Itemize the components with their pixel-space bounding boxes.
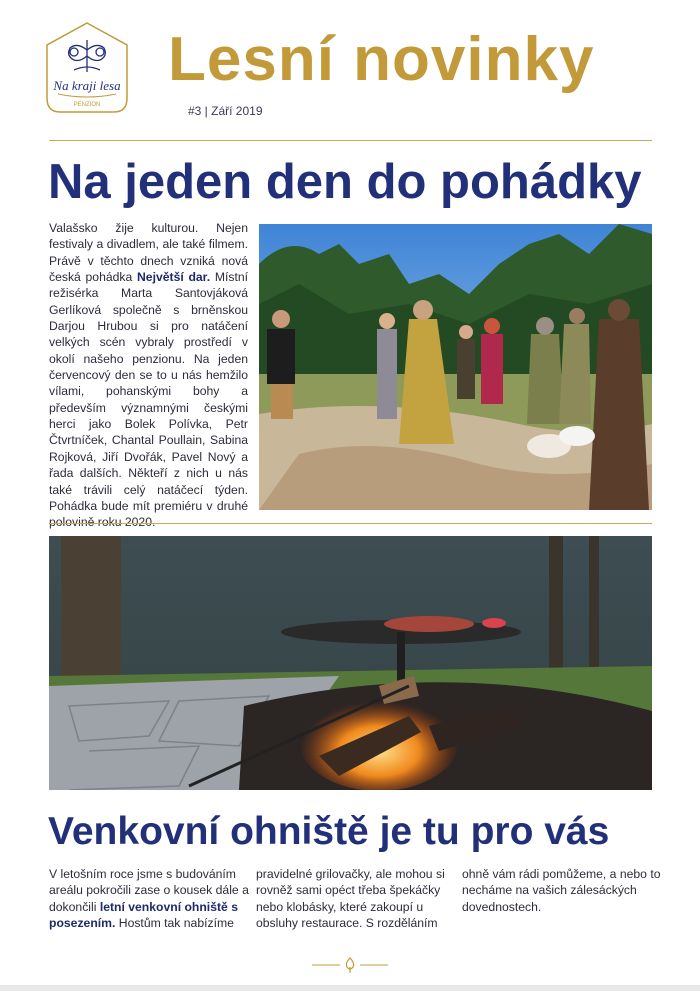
logo-subtext: PENZION bbox=[73, 102, 101, 108]
section-divider bbox=[49, 523, 652, 524]
article2-column-1 bbox=[49, 866, 249, 931]
fire-pit-photo bbox=[49, 536, 652, 790]
header-divider bbox=[49, 140, 652, 141]
article1-highlight: Největší dar. bbox=[137, 270, 211, 285]
article2-highlight: letní venkovní ohniště s posezením. bbox=[49, 899, 238, 930]
article2-col1-text-end: Hostům tak nabízíme bbox=[115, 915, 234, 930]
article2-headline: Venkovní ohniště je tu pro vás bbox=[48, 810, 610, 853]
article2-col1-text: V letošním roce jsme s budováním areálu pokročili zase o kousek dále a dokončili bbox=[49, 867, 249, 914]
newsletter-title: Lesní novinky bbox=[168, 25, 595, 94]
issue-info: #3 | Září 2019 bbox=[188, 104, 263, 118]
film-set-photo bbox=[259, 224, 652, 510]
article1-body bbox=[49, 220, 248, 531]
penzion-logo bbox=[44, 20, 130, 118]
page-bottom-bar bbox=[0, 985, 700, 991]
article1-text-part2: Místní režisérka Marta Santovjáková Gerlíková společně s brněnskou Darjou Hrubou si pro natáčení velkých scén vybraly prostředí v okolí našeho penzionu. Na jeden červencový den se to u nás hemžilo vílami, pohanskými bohy a především významnými českými herci jako Bolek Polívka, Petr Čtvrtníček, Chantal Poullain, Sabina Rojková, Jiří Dvořák, Pavel Nový a řada dalších. Někteří z nich u nás také trávili celý natáčecí týden. Pohádka bude mít premiéru v druhé bbox=[49, 270, 249, 513]
logo-text: Na kraji lesa bbox=[53, 78, 121, 93]
article2-column-2: pravidelné grilovačky, ale mohou si rovněž sami opéct třeba špekáčky nebo klobásky, které zakoupí u obsluhy restaurace. S rozděláním bbox=[256, 867, 445, 930]
article1-headline: Na jeden den do pohádky bbox=[48, 155, 642, 209]
article1-text-part1: Valašsko žije kulturou. Nejen festivaly a divadlem, ale také filmem. Právě v těchto dnech vzniká nová česká pohádka bbox=[49, 221, 248, 285]
footer-ornament-icon bbox=[310, 955, 390, 975]
article2-column-3: ohně vám rádi pomůžeme, a nebo to necháme na vašich zálesáckých dovednostech. bbox=[462, 867, 661, 914]
